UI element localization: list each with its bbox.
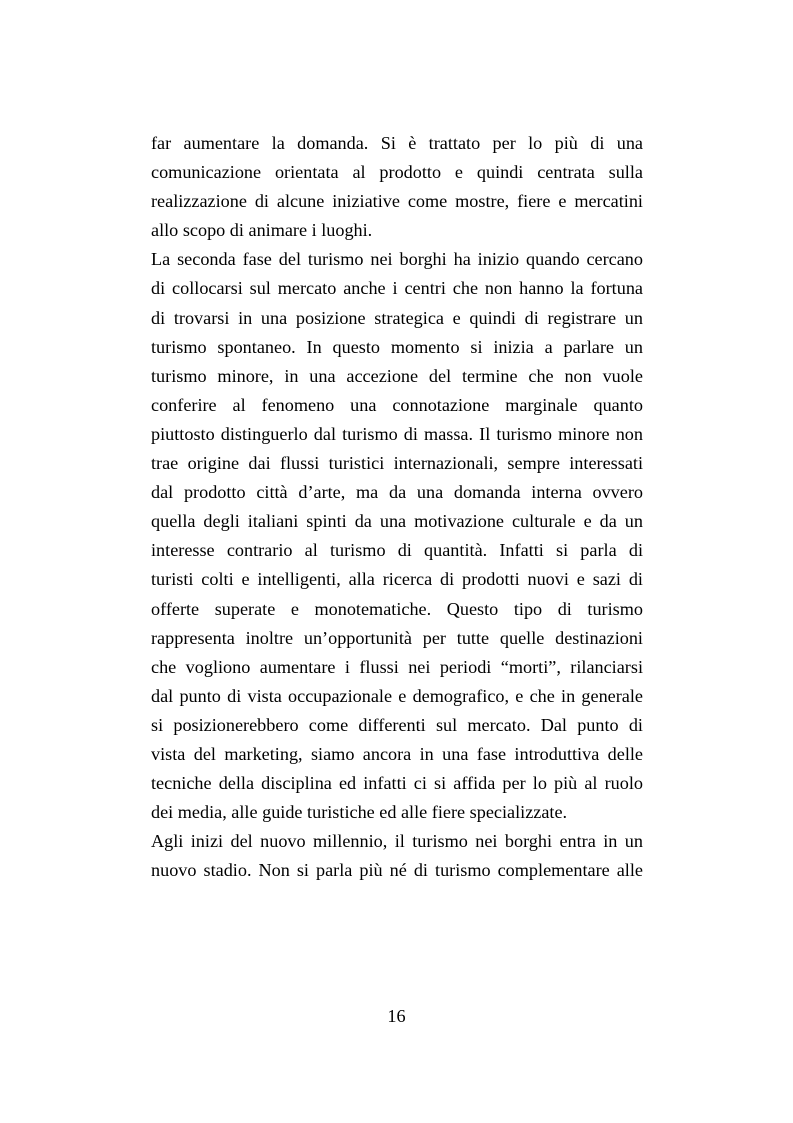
text-line: comunicazione orientata al prodotto e quindi centrata sulla	[151, 162, 643, 183]
text-line: dal punto di vista occupazionale e demografico, e che in generale	[151, 685, 643, 706]
text-line: conferire al fenomeno una connotazione marginale quanto	[151, 394, 643, 415]
text-line: tecniche della disciplina ed infatti ci si affida per lo più al ruolo	[151, 773, 643, 794]
text-line: turismo minore, in una accezione del termine che non vuole	[151, 365, 643, 386]
text-line: nuovo stadio. Non si parla più né di turismo complementare alle	[151, 860, 643, 881]
paragraph-2	[151, 245, 643, 827]
page-body	[151, 129, 643, 885]
text-line: interesse contrario al turismo di quantità. Infatti si parla di	[151, 540, 643, 561]
text-line: dal prodotto città d’arte, ma da una domanda interna ovvero	[151, 482, 643, 503]
text-line: allo scopo di animare i luoghi.	[151, 220, 373, 241]
text-line: trae origine dai flussi turistici internazionali, sempre interessati	[151, 453, 643, 474]
text-line: quella degli italiani spinti da una motivazione culturale e da un	[151, 511, 643, 532]
text-line: di collocarsi sul mercato anche i centri che non hanno la fortuna	[151, 278, 643, 299]
text-line: che vogliono aumentare i flussi nei periodi “morti”, rilanciarsi	[151, 656, 643, 677]
text-line: dei media, alle guide turistiche ed alle fiere specializzate.	[151, 802, 568, 823]
text-line: far aumentare la domanda. Si è trattato per lo più di una	[151, 133, 643, 153]
text-line: offerte superate e monotematiche. Questo tipo di turismo	[151, 598, 643, 619]
paragraph-1	[151, 129, 643, 245]
text-line: si posizionerebbero come differenti sul mercato. Dal punto di	[151, 714, 643, 735]
text-line: di trovarsi in una posizione strategica e quindi di registrare un	[151, 307, 643, 328]
page-number: 16	[387, 1006, 406, 1026]
text-line: vista del marketing, siamo ancora in una fase introduttiva delle	[151, 743, 643, 764]
text-line: La seconda fase del turismo nei borghi ha inizio quando cercano	[151, 249, 643, 270]
paragraph-3	[151, 827, 643, 885]
text-line: turismo spontaneo. In questo momento si inizia a parlare un	[151, 336, 643, 357]
text-line: rappresenta inoltre un’opportunità per tutte quelle destinazioni	[151, 627, 643, 648]
text-line: turisti colti e intelligenti, alla ricerca di prodotti nuovi e sazi di	[151, 569, 643, 590]
text-line: piuttosto distinguerlo dal turismo di massa. Il turismo minore non	[151, 423, 643, 444]
text-line: realizzazione di alcune iniziative come mostre, fiere e mercatini	[151, 191, 643, 212]
text-line: Agli inizi del nuovo millennio, il turismo nei borghi entra in un	[151, 831, 643, 852]
